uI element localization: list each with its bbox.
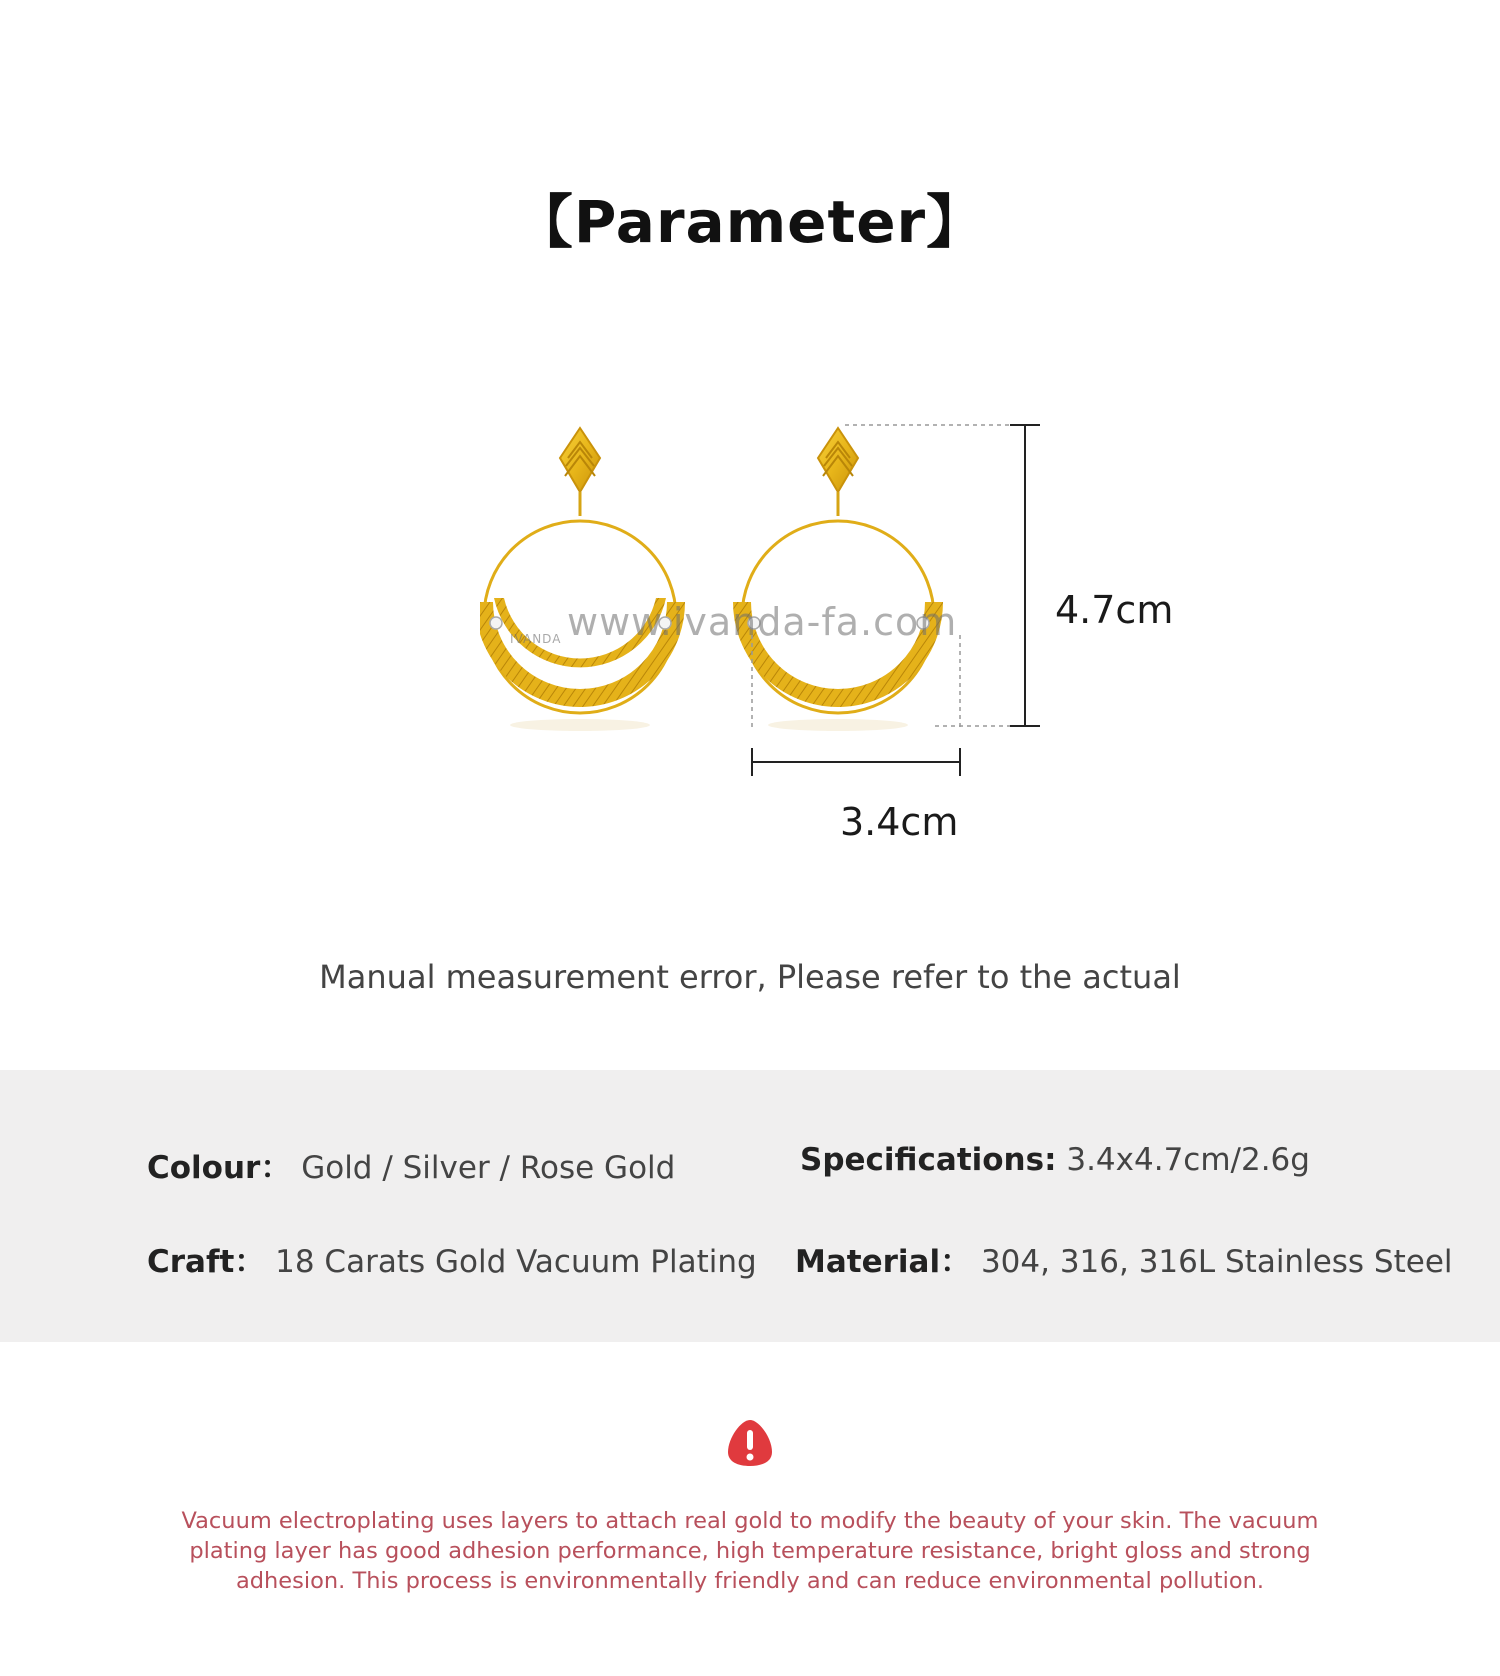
spec-colour xyxy=(147,1142,675,1187)
spec-craft-value: 18 Carats Gold Vacuum Plating xyxy=(275,1244,757,1280)
spec-material-value: 304, 316, 316L Stainless Steel xyxy=(980,1244,1453,1280)
spec-specifications-value: 3.4x4.7cm/2.6g xyxy=(1066,1142,1310,1178)
spec-colour-key: Colour： xyxy=(147,1150,292,1186)
watermark-url: www.ivanda-fa.com xyxy=(567,600,958,644)
spec-specifications xyxy=(800,1142,1310,1178)
spec-specifications-key: Specifications: xyxy=(800,1142,1057,1178)
spec-material-key: Material： xyxy=(795,1244,972,1280)
spec-craft xyxy=(147,1236,757,1281)
spec-material xyxy=(795,1236,1453,1281)
height-dimension-line xyxy=(1010,425,1040,726)
measurement-note: Manual measurement error, Please refer to the actual xyxy=(319,958,1181,996)
width-dimension-line xyxy=(752,748,960,776)
spec-panel xyxy=(0,1070,1500,1342)
right-earring xyxy=(742,428,934,731)
alert-icon xyxy=(726,1418,774,1468)
left-earring xyxy=(484,428,676,731)
spec-colour-value: Gold / Silver / Rose Gold xyxy=(301,1150,676,1186)
page-title: 【Parameter】 xyxy=(514,188,986,256)
height-dimension-label: 4.7cm xyxy=(1055,588,1174,632)
brand-mark: IVANDA xyxy=(510,632,562,646)
warning-text: Vacuum electroplating uses layers to attach real gold to modify the beauty of your skin. The vacuum plating layer has good adhesion performance, high temperature resistance, bright gloss and strong adhesion. This process is environmentally friendly and can reduce environmental pollution. xyxy=(181,1508,1319,1594)
spec-craft-key: Craft： xyxy=(147,1244,266,1280)
width-dimension-label: 3.4cm xyxy=(840,800,959,844)
